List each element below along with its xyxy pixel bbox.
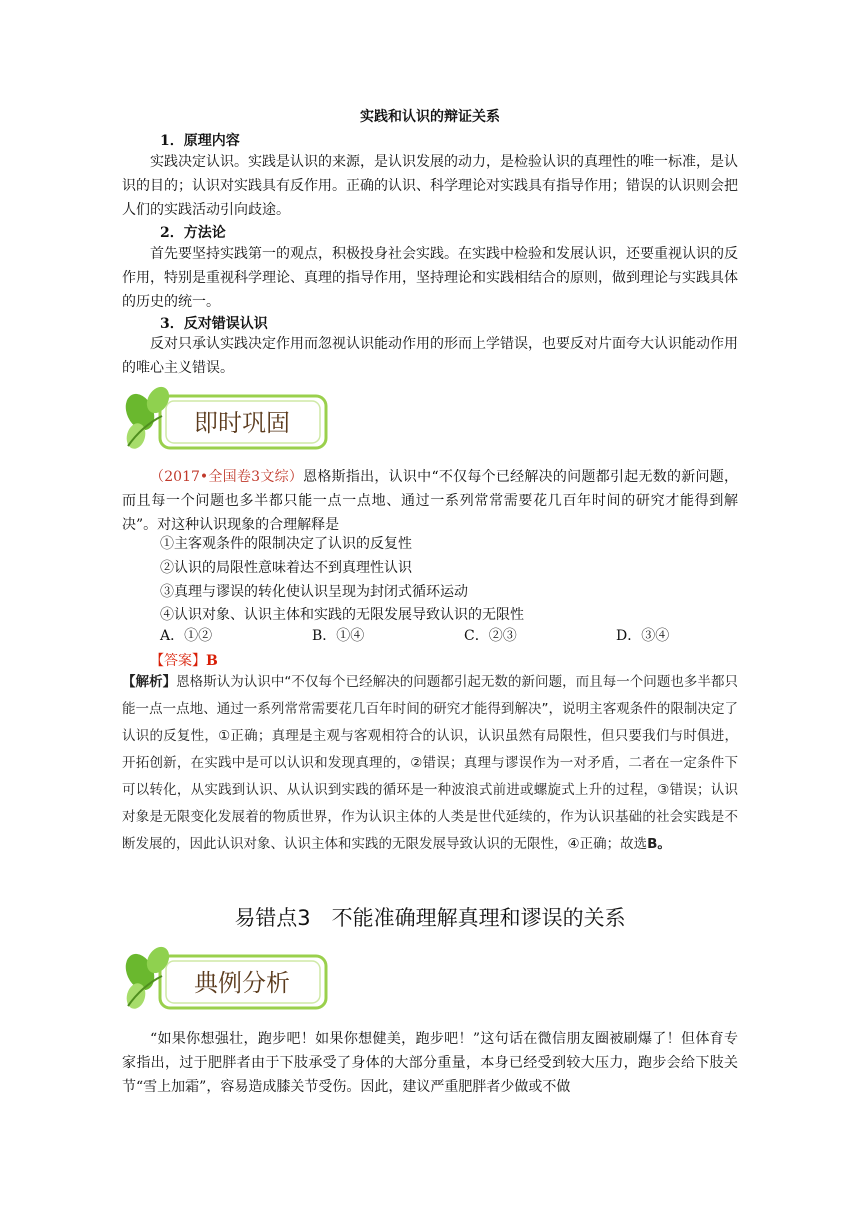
example-paragraph: “如果你想强壮，跑步吧！如果你想健美，跑步吧！”这句话在微信朋友圈被刷爆了！但体育专家指出，过于肥胖者由于下肢承受了身体的大部分重量，本身已经受到较大压力，跑步会给下肢关节“雪上加霜”，容易造成膝关节受伤。因此，建议严重肥胖者少做或不做: [122, 1031, 738, 1095]
paragraph-oppose: 反对只承认实践决定作用而忽视认识能动作用的形而上学错误，也要反对片面夸大认识能动作用的唯心主义错误。: [122, 336, 738, 376]
badge-label: 即时巩固: [194, 409, 290, 437]
question-source: （2017•全国卷3文综）: [150, 469, 304, 485]
paragraph-method: 首先要坚持实践第一的观点，积极投身社会实践。在实践中检验和发展认识，还要重视认识的反作用，特别是重视科学理论、真理的指导作用，坚持理论和实践相结合的原则，做到理论与实践具体的历史的统一。: [122, 246, 738, 310]
question-item-4: ④认识对象、认识主体和实践的无限发展导致认识的无限性: [160, 607, 524, 623]
option-c: C．②③: [464, 628, 517, 644]
heading-principle: 1．原理内容: [160, 133, 240, 149]
analysis-body: 恩格斯认为认识中“不仅每个已经解决的问题都引起无数的新问题，而且每一个问题也多半都只能一点一点地、通过一系列常常需要花几百年时间的研究才能得到解决”，说明主客观条件的限制决定了认识的反复性，①正确；真理是主观与客观相符合的认识，认识虽然有局限性，但只要我们与时俱进，开拓创新，在实践中是可以认识和发现真理的，②错误；真理与谬误作为一对矛盾，二者在一定条件下可以转化，从实践到认识、从认识到实践的循环是一种波浪式前进或螺旋式上升的过程，③错误；认识对象是无限变化发展着的物质世界，作为认识主体的人类是世代延续的，作为认识基础的社会实践是不断发展的，因此认识对象、认识主体和实践的无限发展导致认识的无限性，④正确；故选: [122, 674, 738, 852]
answer-value: B: [206, 653, 218, 669]
doc-title: 实践和认识的辩证关系: [360, 109, 500, 125]
example-badge: [122, 946, 332, 1020]
leaf-badge-icon: [122, 946, 332, 1016]
leaf-badge-icon: [122, 386, 332, 456]
heading-method: 2．方法论: [160, 225, 226, 241]
option-d: D．③④: [616, 628, 670, 644]
answer-line: [150, 650, 218, 670]
consolidate-badge: [122, 386, 332, 460]
option-a: A．①②: [160, 628, 213, 644]
heading-oppose: 3．反对错误认识: [160, 316, 268, 332]
question-stem-text: 恩格斯指出，认识中“不仅每个已经解决的问题都引起无数的新问题，而且每一个问题也多半都只能一点一点地、通过一系列常常需要花几百年时间的研究才能得到解决”。对这种认识现象的合理解释是: [122, 469, 739, 533]
analysis-text: [122, 669, 738, 858]
analysis-tag: 【解析】: [122, 674, 177, 690]
badge-label: 典例分析: [194, 969, 290, 997]
question-item-1: ①主客观条件的限制决定了认识的反复性: [160, 536, 412, 552]
option-b: B．①④: [312, 628, 365, 644]
section-title: 易错点3 不能准确理解真理和谬误的关系: [234, 906, 626, 930]
question-item-3: ③真理与谬误的转化使认识呈现为封闭式循环运动: [160, 584, 468, 600]
question-item-2: ②认识的局限性意味着达不到真理性认识: [160, 560, 412, 576]
paragraph-principle: 实践决定认识。实践是认识的来源，是认识发展的动力，是检验认识的真理性的唯一标准，是认识的目的；认识对实践具有反作用。正确的认识、科学理论对实践具有指导作用；错误的认识则会把人们的实践活动引向歧途。: [122, 154, 738, 218]
question-stem: [122, 465, 738, 537]
answer-tag: 【答案】: [150, 653, 206, 669]
analysis-end: B。: [647, 836, 671, 852]
